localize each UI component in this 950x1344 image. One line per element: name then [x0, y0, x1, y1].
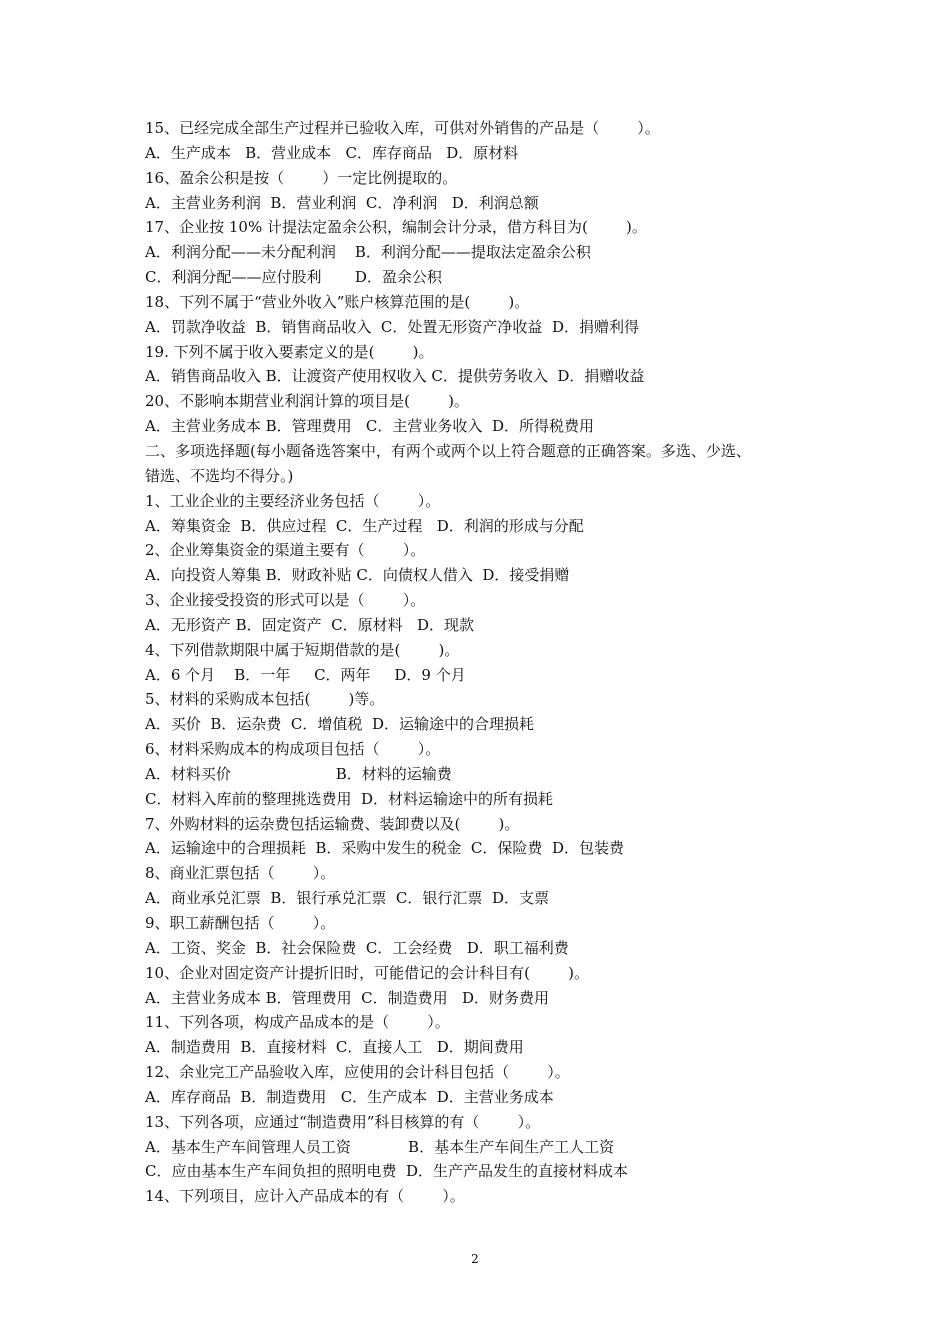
text-line: 8、商业汇票包括（ ）。 — [145, 864, 336, 883]
section-heading-line: 错选、不选均不得分。) — [145, 466, 294, 485]
page-number: 2 — [471, 1252, 479, 1266]
text-line: 19. 下列不属于收入要素定义的是( )。 — [145, 342, 434, 361]
question-text-block — [145, 116, 825, 1209]
text-line: A．销售商品收入 B．让渡资产使用权收入 C．提供劳务收入 D．捐赠收益 — [145, 367, 645, 386]
text-line: A．主营业务成本 B．管理费用 C．制造费用 D．财务费用 — [145, 988, 549, 1007]
text-line: 16、盈余公积是按（ ）一定比例提取的。 — [145, 168, 458, 187]
text-line: 11、下列各项，构成产品成本的是（ ）。 — [145, 1013, 450, 1032]
text-line: 10、企业对固定资产计提折旧时，可能借记的会计科目有( )。 — [145, 963, 589, 982]
text-line: A．库存商品 B．制造费用 C．生产成本 D．主营业务成本 — [145, 1087, 554, 1106]
text-line: 18、下列不属于“营业外收入”账户核算范围的是( )。 — [145, 292, 530, 311]
text-line: 7、外购材料的运杂费包括运输费、装卸费以及( )。 — [145, 814, 520, 833]
text-line: A．主营业务成本 B．管理费用 C．主营业务收入 D．所得税费用 — [145, 417, 594, 436]
text-line: A．基本生产车间管理人员工资 B．基本生产车间生产工人工资 — [145, 1137, 615, 1156]
text-line: A．无形资产 B．固定资产 C．原材料 D．现款 — [145, 615, 474, 634]
text-line: C．应由基本生产车间负担的照明电费 D．生产产品发生的直接材料成本 — [145, 1162, 629, 1181]
text-line: 15、已经完成全部生产过程并已验收入库，可供对外销售的产品是（ ）。 — [145, 119, 660, 137]
text-line: 2、企业筹集资金的渠道主要有（ ）。 — [145, 541, 426, 560]
section-heading-line: 二、多项选择题(每小题备选答案中，有两个或两个以上符合题意的正确答案。多选、少选、 — [145, 441, 751, 460]
text-line: A．利润分配——未分配利润 B．利润分配——提取法定盈余公积 — [145, 243, 591, 262]
text-line: 1、工业企业的主要经济业务包括（ ）。 — [145, 491, 441, 510]
text-line: A．买价 B．运杂费 C．增值税 D．运输途中的合理损耗 — [145, 715, 534, 734]
text-line: 17、企业按 10% 计提法定盈余公积，编制会计分录，借方科目为( )。 — [145, 218, 647, 237]
text-line: A．生产成本 B．营业成本 C．库存商品 D．原材料 — [145, 143, 519, 162]
text-line: 20、不影响本期营业利润计算的项目是( )。 — [145, 392, 469, 411]
text-line: A．商业承兑汇票 B．银行承兑汇票 C．银行汇票 D．支票 — [145, 889, 549, 908]
text-line: A．工资、奖金 B．社会保险费 C．工会经费 D．职工福利费 — [145, 938, 569, 957]
text-line: 14、下列项目，应计入产品成本的有（ ）。 — [145, 1187, 465, 1206]
text-line: 3、企业接受投资的形式可以是（ ）。 — [145, 591, 426, 610]
text-line: A．6 个月 B．一年 C．两年 D．9 个月 — [145, 665, 466, 684]
text-line: A．罚款净收益 B．销售商品收入 C．处置无形资产净收益 D．捐赠利得 — [145, 317, 639, 336]
text-line: A．运输途中的合理损耗 B．采购中发生的税金 C．保险费 D．包装费 — [145, 839, 624, 858]
text-line: 12、余业完工产品验收入库，应使用的会计科目包括（ ）。 — [145, 1063, 570, 1082]
text-line: C．利润分配——应付股利 D．盈余公积 — [145, 268, 442, 287]
text-line: 13、下列各项，应通过“制造费用”科目核算的有（ ）。 — [145, 1112, 541, 1131]
text-line: A．筹集资金 B．供应过程 C．生产过程 D．利润的形成与分配 — [145, 516, 584, 535]
text-line: 9、职工薪酬包括（ ）。 — [145, 914, 336, 932]
text-line: C．材料入库前的整理挑选费用 D．材料运输途中的所有损耗 — [145, 789, 554, 808]
text-line: A．主营业务利润 B．营业利润 C．净利润 D．利润总额 — [145, 193, 539, 212]
text-line: 5、材料的采购成本包括( )等。 — [145, 690, 385, 709]
text-line: A．向投资人筹集 B．财政补贴 C．向债权人借入 D．接受捐赠 — [145, 566, 570, 585]
text-line: 4、下列借款期限中属于短期借款的是( )。 — [145, 640, 460, 659]
text-line: A．材料买价 B．材料的运输费 — [145, 764, 452, 783]
text-line: A．制造费用 B．直接材料 C．直接人工 D．期间费用 — [145, 1038, 524, 1057]
text-line: 6、材料采购成本的构成项目包括（ ）。 — [145, 740, 441, 759]
